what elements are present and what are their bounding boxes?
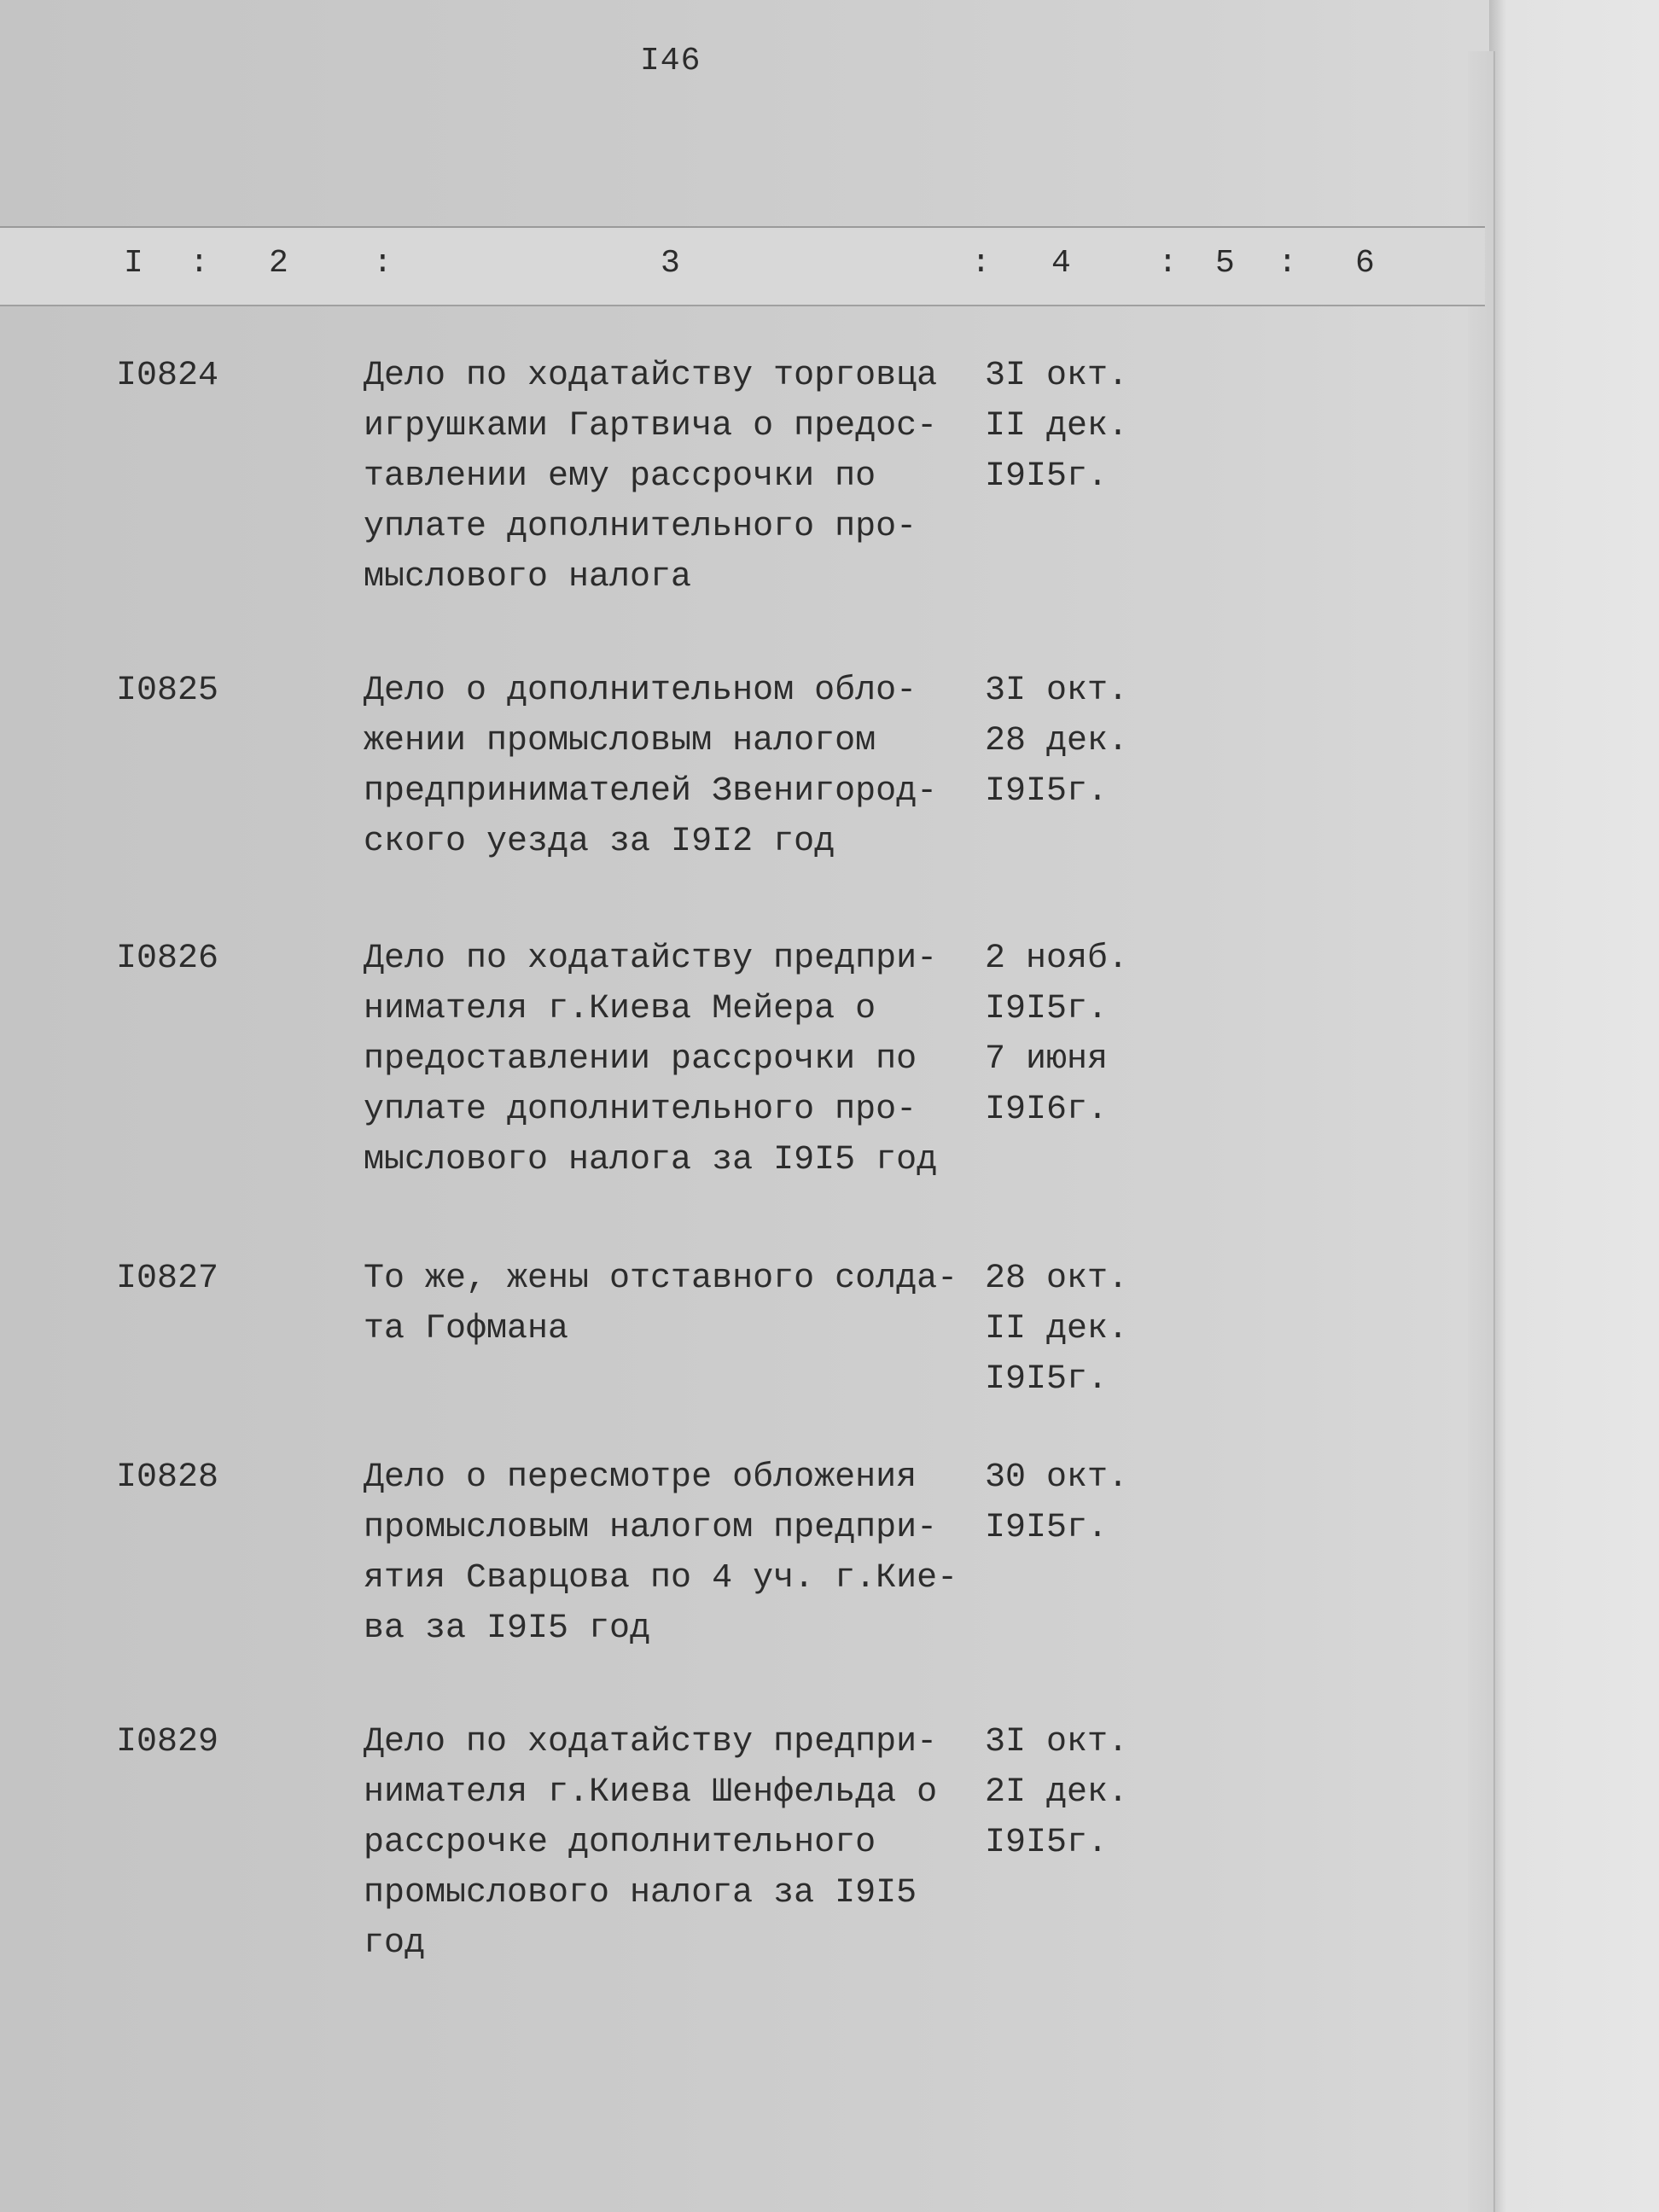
- description-line: Дело по ходатайству предпри-: [364, 1723, 938, 1761]
- entry-number: I0829: [116, 1723, 219, 1761]
- date-line: 3I окт.: [985, 672, 1129, 710]
- description-line: нимателя г.Киева Шенфельда о: [364, 1773, 938, 1812]
- description-line: уплате дополнительного про-: [364, 508, 917, 546]
- column-header-row: [0, 226, 1485, 306]
- column-header-1: I: [124, 245, 143, 282]
- date-line: 28 дек.: [985, 722, 1129, 760]
- date-line: I9I6г.: [985, 1091, 1109, 1129]
- description-line: мыслового налога за I9I5 год: [364, 1141, 938, 1179]
- date-line: II дек.: [985, 1310, 1129, 1348]
- entry-dates: [985, 1717, 1128, 1868]
- entry-dates: [985, 934, 1128, 1135]
- entry-description: [364, 666, 937, 867]
- date-line: I9I5г.: [985, 772, 1109, 811]
- date-line: I9I5г.: [985, 457, 1109, 496]
- date-line: 7 июня: [985, 1040, 1109, 1079]
- entry-dates: [985, 351, 1128, 502]
- entry-dates: [985, 1254, 1128, 1405]
- date-line: 30 окт.: [985, 1458, 1129, 1497]
- description-line: жении промысловым налогом: [364, 722, 876, 760]
- date-line: I9I5г.: [985, 990, 1109, 1028]
- description-line: ва за I9I5 год: [364, 1610, 651, 1648]
- column-separator: :: [1278, 245, 1297, 282]
- entry-description: [364, 934, 937, 1185]
- description-line: Дело по ходатайству торговца: [364, 357, 938, 395]
- description-line: Дело по ходатайству предпри-: [364, 940, 938, 978]
- entry-number: I0824: [116, 357, 219, 395]
- date-line: 3I окт.: [985, 357, 1129, 395]
- entry-description: [364, 1452, 958, 1654]
- column-separator: :: [189, 245, 209, 282]
- column-header-6: 6: [1355, 245, 1375, 282]
- column-separator: :: [1158, 245, 1178, 282]
- column-header-3: 3: [661, 245, 680, 282]
- description-line: ского уезда за I9I2 год: [364, 823, 835, 861]
- description-line: предоставлении рассрочки по: [364, 1040, 917, 1079]
- column-header-4: 4: [1051, 245, 1071, 282]
- description-line: рассрочке дополнительного: [364, 1824, 876, 1862]
- date-line: 2 нояб.: [985, 940, 1129, 978]
- description-line: ятия Сварцова по 4 уч. г.Кие-: [364, 1559, 958, 1598]
- description-line: нимателя г.Киева Мейера о: [364, 990, 876, 1028]
- date-line: I9I5г.: [985, 1360, 1109, 1399]
- column-separator: :: [971, 245, 991, 282]
- date-line: I9I5г.: [985, 1509, 1109, 1547]
- page-edge: [1468, 51, 1495, 2212]
- description-line: То же, жены отставного солда-: [364, 1260, 958, 1298]
- column-separator: :: [373, 245, 393, 282]
- description-line: год: [364, 1924, 426, 1963]
- date-line: 28 окт.: [985, 1260, 1129, 1298]
- description-line: Дело о пересмотре обложения: [364, 1458, 917, 1497]
- description-line: тавлении ему рассрочки по: [364, 457, 876, 496]
- entry-number: I0825: [116, 672, 219, 710]
- column-header-2: 2: [269, 245, 288, 282]
- entry-number: I0826: [116, 940, 219, 978]
- column-header-5: 5: [1215, 245, 1235, 282]
- entry-number: I0827: [116, 1260, 219, 1298]
- entry-description: [364, 351, 937, 602]
- description-line: Дело о дополнительном обло-: [364, 672, 917, 710]
- description-line: игрушками Гартвича о предос-: [364, 407, 938, 445]
- entry-description: [364, 1717, 937, 1969]
- description-line: уплате дополнительного про-: [364, 1091, 917, 1129]
- date-line: I9I5г.: [985, 1824, 1109, 1862]
- date-line: II дек.: [985, 407, 1129, 445]
- description-line: предпринимателей Звенигород-: [364, 772, 938, 811]
- entry-dates: [985, 1452, 1128, 1553]
- page-number: I46: [640, 43, 701, 79]
- description-line: промыслового налога за I9I5: [364, 1874, 917, 1912]
- background-surface: [1489, 0, 1659, 2212]
- entry-dates: [985, 666, 1128, 817]
- date-line: 2I дек.: [985, 1773, 1129, 1812]
- description-line: та Гофмана: [364, 1310, 569, 1348]
- entry-number: I0828: [116, 1458, 219, 1497]
- description-line: мыслового налога: [364, 558, 692, 597]
- description-line: промысловым налогом предпри-: [364, 1509, 938, 1547]
- date-line: 3I окт.: [985, 1723, 1129, 1761]
- entry-description: [364, 1254, 958, 1354]
